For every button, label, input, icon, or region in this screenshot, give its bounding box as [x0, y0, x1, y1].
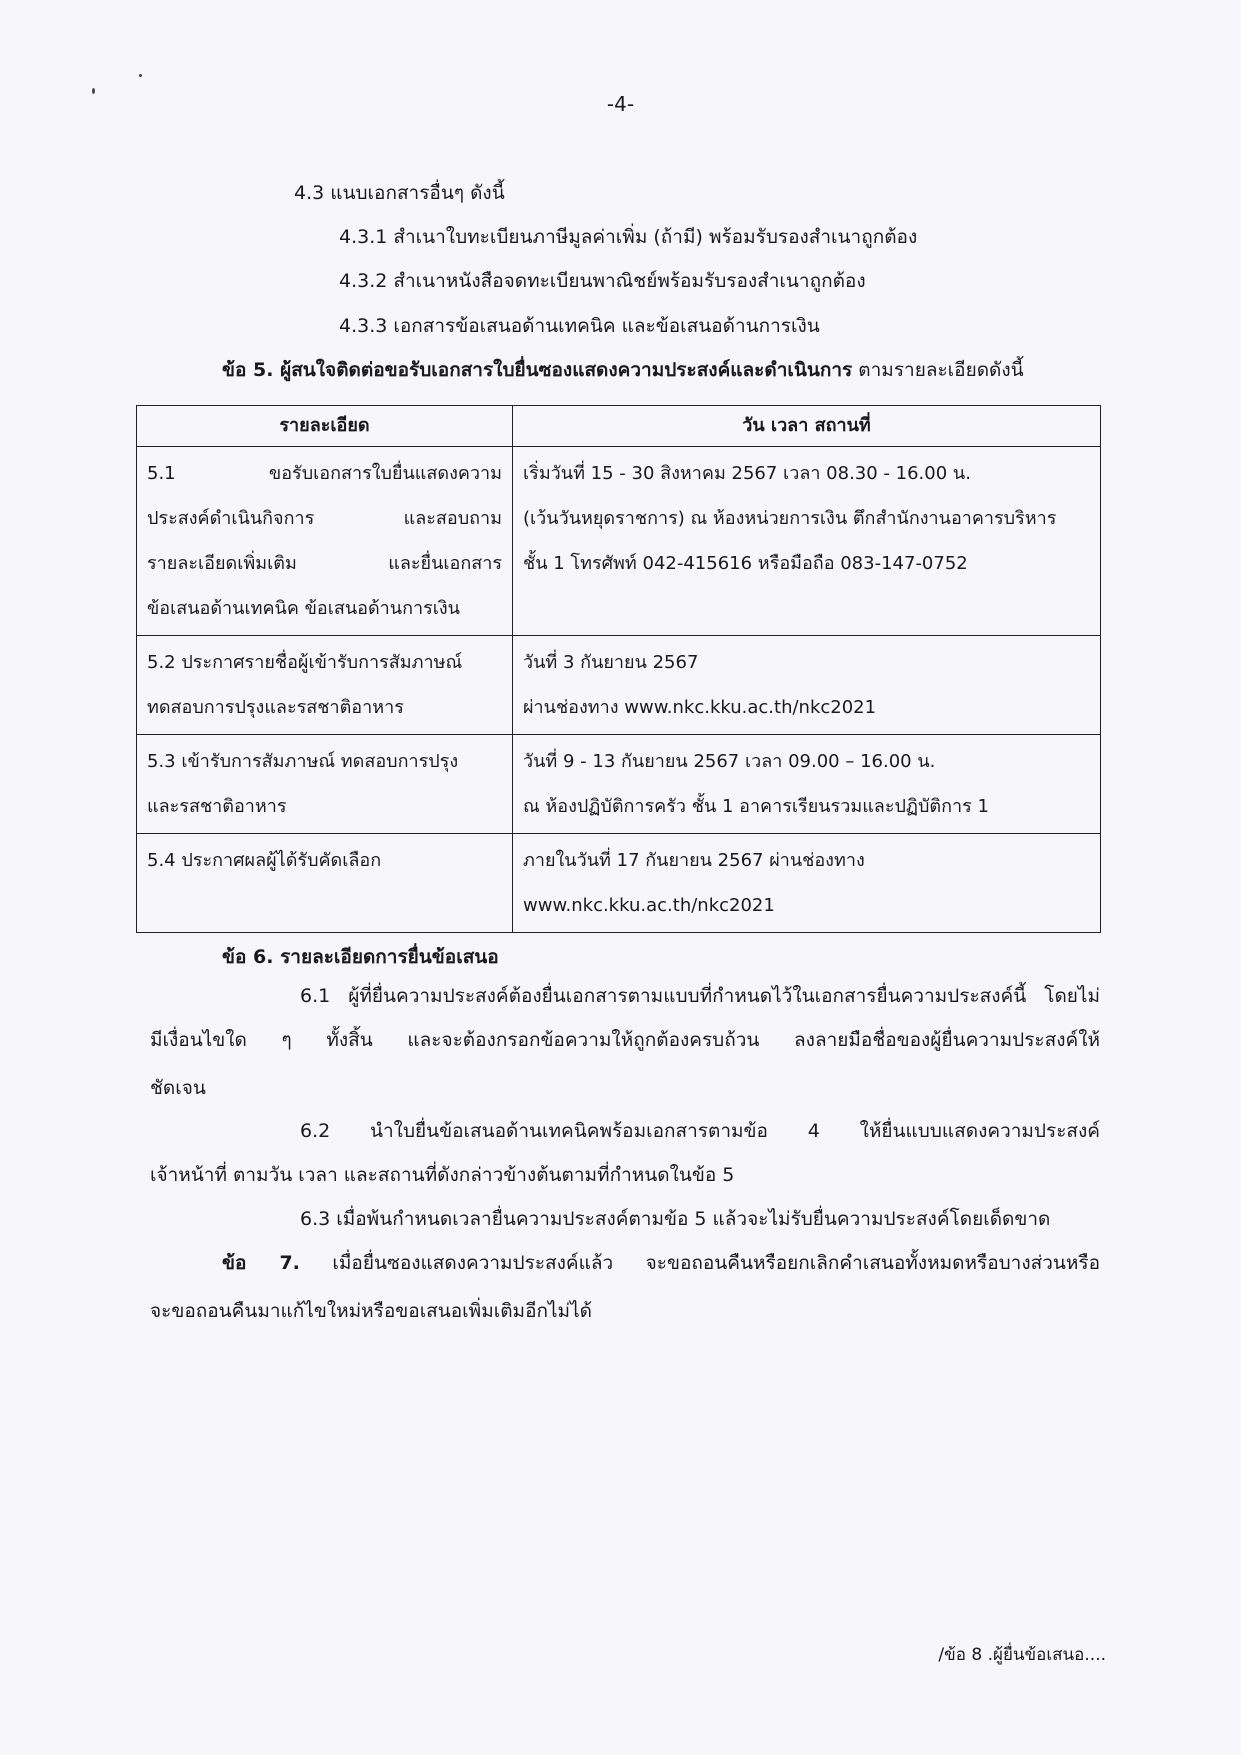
- section-6-2-line1: 6.2 นำใบยื่นข้อเสนอด้านเทคนิคพร้อมเอกสารตามข้อ 4 ให้ยื่นแบบแสดงความประสงค์: [300, 1120, 1100, 1142]
- section-6-1-line3: ชัดเจน: [150, 1077, 206, 1099]
- cell-line: ณ ห้องปฏิบัติการครัว ชั้น 1 อาคารเรียนรวมและปฏิบัติการ 1: [523, 796, 989, 817]
- section-6-3: 6.3 เมื่อพ้นกำหนดเวลายื่นความประสงค์ตามข้อ 5 แล้วจะไม่รับยื่นความประสงค์โดยเด็ดขาด: [300, 1208, 1051, 1230]
- cell-line: 5.1 ขอรับเอกสารใบยื่นแสดงความ: [147, 463, 502, 484]
- detail-cell: [137, 735, 513, 834]
- page-number: -4-: [606, 92, 635, 116]
- cell-line: (เว้นวันหยุดราชการ) ณ ห้องหน่วยการเงิน ตึกสำนักงานอาคารบริหาร: [523, 508, 1057, 529]
- section-4-3-heading: 4.3 แนบเอกสารอื่นๆ ดังนี้: [294, 182, 505, 204]
- section-7-label: ข้อ 7.: [222, 1252, 300, 1274]
- section-5-heading-rest: ตามรายละเอียดดังนี้: [852, 359, 1024, 381]
- cell-line: 5.2 ประกาศรายชื่อผู้เข้ารับการสัมภาษณ์: [147, 652, 463, 673]
- section-7-line1: [222, 1248, 1100, 1278]
- section-4-3-1: 4.3.1 สำเนาใบทะเบียนภาษีมูลค่าเพิ่ม (ถ้ามี) พร้อมรับรองสำเนาถูกต้อง: [339, 226, 918, 248]
- cell-line: รายละเอียดเพิ่มเติม และยื่นเอกสาร: [147, 553, 502, 574]
- cell-line: ข้อเสนอด้านเทคนิค ข้อเสนอด้านการเงิน: [147, 598, 460, 619]
- scan-speck: [139, 74, 142, 77]
- section-4-3-2: 4.3.2 สำเนาหนังสือจดทะเบียนพาณิชย์พร้อมรับรองสำเนาถูกต้อง: [339, 270, 866, 292]
- table-row: [137, 447, 1101, 636]
- section-6-1-line2: มีเงื่อนไขใด ๆ ทั้งสิ้น และจะต้องกรอกข้อความให้ถูกต้องครบถ้วน ลงลายมือชื่อของผู้ยื่นความประสงค์ให้: [150, 1029, 1100, 1051]
- cell-line: ผ่านช่องทาง www.nkc.kku.ac.th/nkc2021: [523, 697, 877, 718]
- detail-cell: [137, 636, 513, 735]
- section-7-text: เมื่อยื่นซองแสดงความประสงค์แล้ว จะขอถอนคืนหรือยกเลิกคำเสนอทั้งหมดหรือบางส่วนหรือ: [299, 1252, 1101, 1274]
- when-cell: [513, 834, 1101, 933]
- section-6-2-line2: เจ้าหน้าที่ ตามวัน เวลา และสถานที่ดังกล่าวข้างต้นตามที่กำหนดในข้อ 5: [150, 1164, 735, 1186]
- section-6-heading: ข้อ 6. รายละเอียดการยื่นข้อเสนอ: [222, 946, 499, 968]
- when-cell: [513, 735, 1101, 834]
- cell-line: 5.4 ประกาศผลผู้ได้รับคัดเลือก: [147, 850, 382, 871]
- cell-line: วันที่ 3 กันยายน 2567: [523, 652, 699, 673]
- section-4-3-3: 4.3.3 เอกสารข้อเสนอด้านเทคนิค และข้อเสนอด้านการเงิน: [339, 315, 820, 337]
- cell-line: ภายในวันที่ 17 กันยายน 2567 ผ่านช่องทาง: [523, 850, 865, 871]
- cell-line: ทดสอบการปรุงและรสชาติอาหาร: [147, 697, 404, 718]
- detail-cell: [137, 834, 513, 933]
- table-row: [137, 834, 1101, 933]
- header-detail: รายละเอียด: [137, 406, 513, 447]
- table-row: [137, 636, 1101, 735]
- cell-line: เริ่มวันที่ 15 - 30 สิงหาคม 2567 เวลา 08.30 - 16.00 น.: [523, 463, 971, 484]
- header-date-time-place: วัน เวลา สถานที่: [513, 406, 1101, 447]
- section-7-line2: จะขอถอนคืนมาแก้ไขใหม่หรือขอเสนอเพิ่มเติมอีกไม่ได้: [150, 1300, 592, 1322]
- schedule-table: [136, 405, 1101, 933]
- cell-line: 5.3 เข้ารับการสัมภาษณ์ ทดสอบการปรุง: [147, 751, 459, 772]
- cell-line: ชั้น 1 โทรศัพท์ 042-415616 หรือมือถือ 083-147-0752: [523, 553, 968, 574]
- table-header-row: [137, 406, 1101, 447]
- table-row: [137, 735, 1101, 834]
- section-5-heading: [222, 355, 1024, 385]
- when-cell: [513, 447, 1101, 636]
- cell-line: วันที่ 9 - 13 กันยายน 2567 เวลา 09.00 – 16.00 น.: [523, 751, 936, 772]
- cell-line: และรสชาติอาหาร: [147, 796, 287, 817]
- detail-cell: [137, 447, 513, 636]
- section-6-1-line1: 6.1 ผู้ที่ยื่นความประสงค์ต้องยื่นเอกสารตามแบบที่กำหนดไว้ในเอกสารยื่นความประสงค์นี้ โดยไม่: [300, 985, 1100, 1007]
- section-5-heading-bold: ข้อ 5. ผู้สนใจติดต่อขอรับเอกสารใบยื่นซองแสดงความประสงค์และดำเนินการ: [222, 359, 853, 381]
- when-cell: [513, 636, 1101, 735]
- cell-line: www.nkc.kku.ac.th/nkc2021: [523, 895, 775, 916]
- footer-continuation: /ข้อ 8 .ผู้ยื่นข้อเสนอ....: [938, 1645, 1106, 1665]
- cell-line: ประสงค์ดำเนินกิจการ และสอบถาม: [147, 508, 502, 529]
